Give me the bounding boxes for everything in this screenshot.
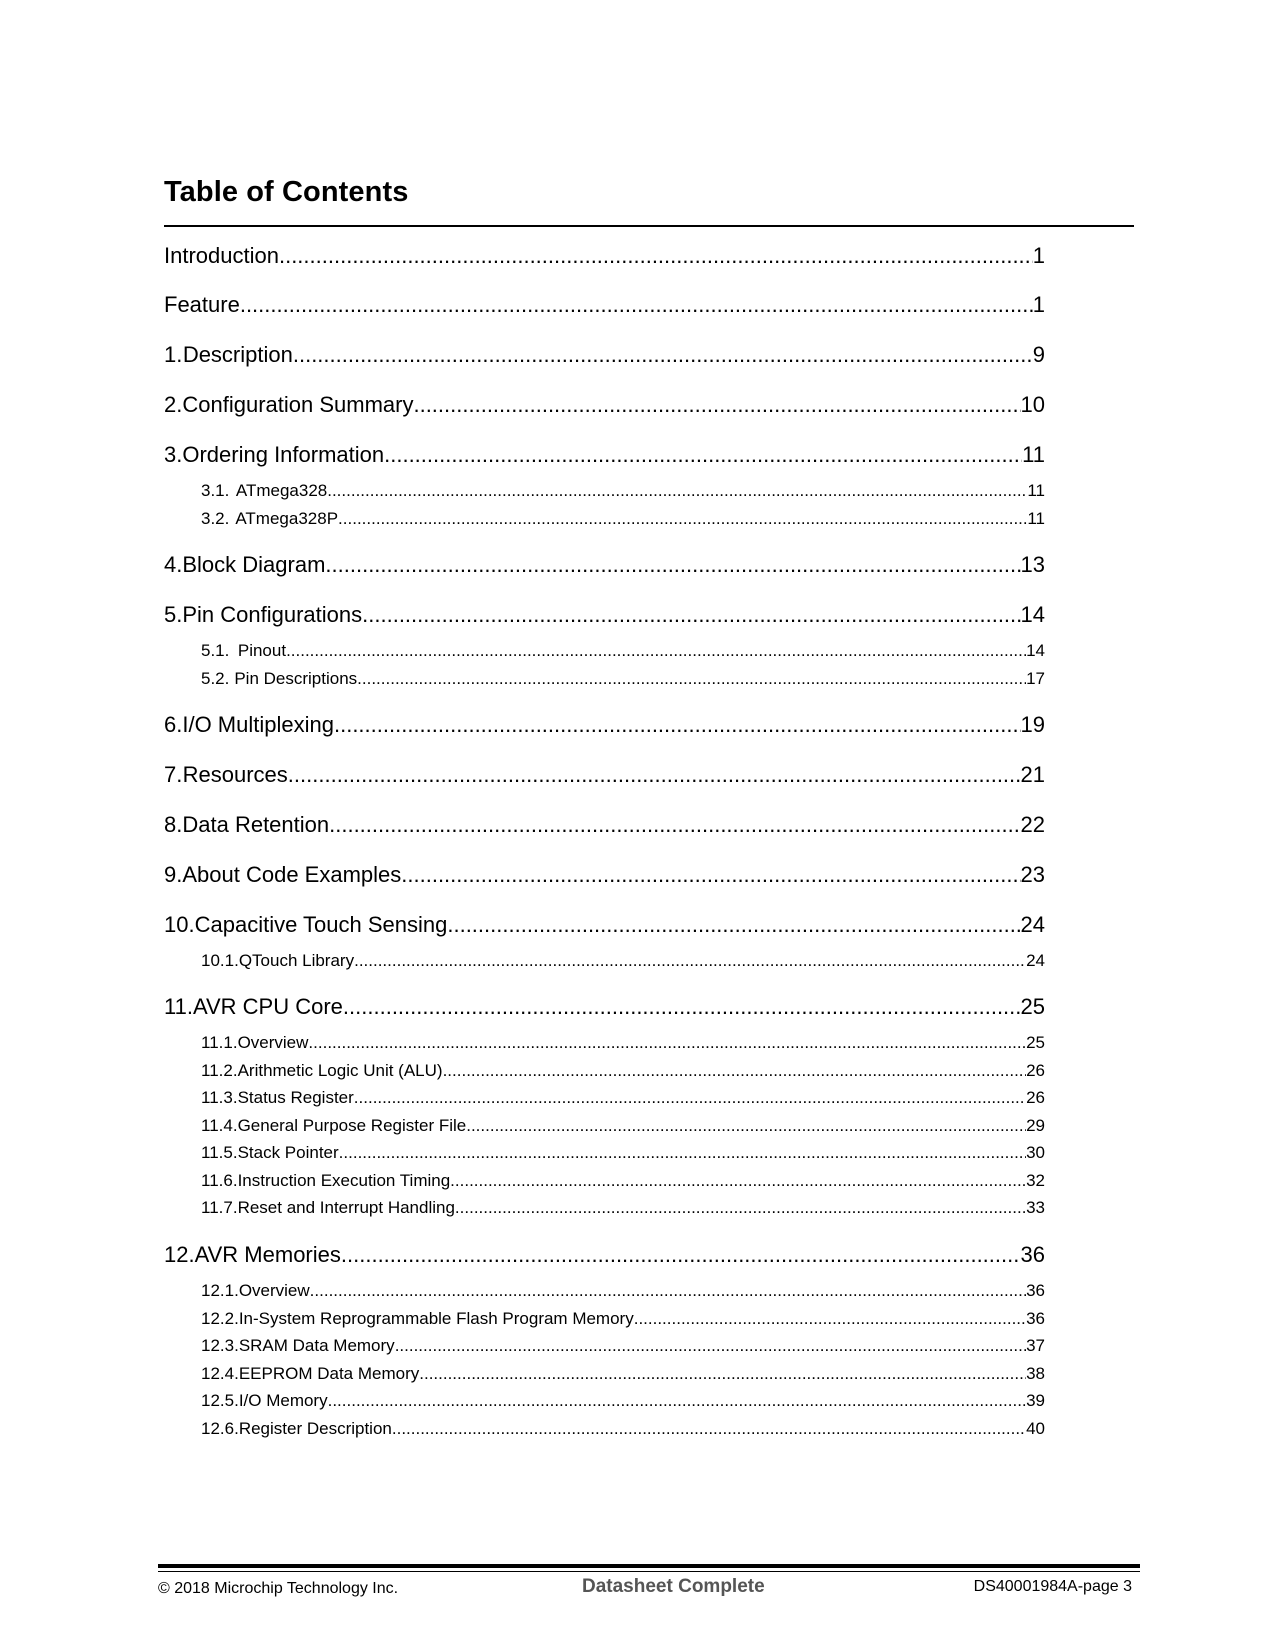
- toc-entry-page: 25: [1026, 1033, 1045, 1052]
- toc-entry-page: 36: [1020, 1242, 1045, 1267]
- toc-subentry[interactable]: [201, 1143, 1045, 1163]
- toc-entry-number: 12.3.: [201, 1336, 239, 1355]
- toc-subentry[interactable]: [201, 1281, 1045, 1301]
- footer-divider-thick: [158, 1564, 1140, 1568]
- toc-leader-dots: [240, 292, 1033, 318]
- toc-entry-number: 5.1.: [201, 641, 230, 660]
- toc-entry-label: AVR CPU Core: [192, 994, 343, 1019]
- toc-entry-number: 3.2.: [201, 509, 230, 528]
- toc-entry-number: 10.1.: [201, 951, 239, 970]
- toc-entry-number: 3.1.: [201, 481, 230, 500]
- toc-entry-page: 24: [1026, 951, 1045, 970]
- toc-entry-number: 12.2.: [201, 1309, 239, 1328]
- toc-subentry[interactable]: [201, 1088, 1045, 1108]
- toc-subentry[interactable]: [201, 1419, 1045, 1439]
- toc-entry-page: 39: [1026, 1391, 1045, 1410]
- toc-leader-dots: [308, 1033, 1026, 1053]
- toc-entry-number: 3.: [164, 442, 183, 467]
- toc-entry[interactable]: [164, 342, 1045, 368]
- toc-subentry[interactable]: [201, 669, 1045, 689]
- toc-entry[interactable]: [164, 812, 1045, 838]
- toc-entry-number: 11.2.: [201, 1061, 238, 1080]
- toc-leader-dots: [419, 1364, 1026, 1384]
- toc-entry-number: 12.1.: [201, 1281, 239, 1300]
- toc-leader-dots: [401, 862, 1020, 888]
- toc-entry-page: 23: [1020, 862, 1045, 887]
- toc-subentry[interactable]: [201, 1033, 1045, 1053]
- toc-entry-number: 11.7.: [201, 1198, 238, 1217]
- toc-entry-label: Pinout: [237, 641, 287, 660]
- toc-leader-dots: [279, 243, 1033, 269]
- toc-leader-dots: [392, 1419, 1026, 1439]
- toc-entry-page: 10: [1020, 392, 1045, 417]
- toc-entry-page: 19: [1020, 712, 1045, 737]
- toc-entry-page: 26: [1026, 1061, 1045, 1080]
- toc-entry-number: 11.6.: [201, 1171, 238, 1190]
- toc-entry-page: 37: [1026, 1336, 1045, 1355]
- toc-entry-number: 12.5.: [201, 1391, 239, 1410]
- toc-entry-label: Pin Configurations: [182, 602, 363, 627]
- toc-entry-label: I/O Multiplexing: [182, 712, 334, 737]
- toc-entry-page: 1: [1032, 292, 1045, 317]
- toc-entry[interactable]: [164, 994, 1045, 1020]
- toc-entry-page: 11: [1027, 481, 1045, 500]
- toc-entry-number: 11.5.: [201, 1143, 238, 1162]
- toc-entry-page: 25: [1020, 994, 1045, 1019]
- toc-entry[interactable]: [164, 762, 1045, 788]
- toc-subentry[interactable]: [201, 1336, 1045, 1356]
- toc-entry-number: 7.: [164, 762, 183, 787]
- toc-entry[interactable]: [164, 243, 1045, 269]
- toc-entry-page: 24: [1020, 912, 1045, 937]
- toc-leader-dots: [338, 509, 1027, 529]
- toc-entry-page: 22: [1020, 812, 1045, 837]
- toc-subentry[interactable]: [201, 1198, 1045, 1218]
- toc-leader-dots: [466, 1116, 1026, 1136]
- toc-entry-number: 11.1.: [201, 1033, 238, 1052]
- toc-entry-number: 12.: [164, 1242, 195, 1267]
- toc-entry[interactable]: [164, 1242, 1045, 1268]
- toc-leader-dots: [447, 912, 1020, 938]
- toc-entry-page: 9: [1032, 342, 1045, 367]
- toc-entry-number: 12.6.: [201, 1419, 239, 1438]
- toc-leader-dots: [413, 392, 1020, 418]
- toc-entry-label: Register Description: [238, 1419, 392, 1438]
- toc-entry-number: 4.: [164, 552, 183, 577]
- toc-entry-page: 29: [1026, 1116, 1045, 1135]
- toc-leader-dots: [328, 1391, 1026, 1411]
- toc-entry-number: 8.: [164, 812, 183, 837]
- toc-entry-page: 36: [1026, 1309, 1045, 1328]
- toc-entry-number: 2.: [164, 392, 183, 417]
- toc-entry-page: 40: [1026, 1419, 1045, 1438]
- toc-entry-number: 9.: [164, 862, 183, 887]
- toc-entry-label: Feature: [164, 292, 240, 317]
- toc-entry[interactable]: [164, 392, 1045, 418]
- toc-entry-number: 1.: [164, 342, 183, 367]
- toc-entry-label: Instruction Execution Timing: [237, 1171, 451, 1190]
- toc-leader-dots: [384, 442, 1022, 468]
- toc-leader-dots: [354, 951, 1026, 971]
- toc-entry-label: Arithmetic Logic Unit (ALU): [237, 1061, 443, 1080]
- toc-entry[interactable]: [164, 442, 1045, 468]
- toc-entry-page: 38: [1026, 1364, 1045, 1383]
- toc-entry-label: Resources: [182, 762, 288, 787]
- toc-entry-label: Overview: [237, 1033, 309, 1052]
- toc-leader-dots: [362, 602, 1020, 628]
- toc-leader-dots: [354, 1088, 1026, 1108]
- toc-entry[interactable]: [164, 552, 1045, 578]
- toc-entry-label: AVR Memories: [194, 1242, 341, 1267]
- toc-leader-dots: [339, 1143, 1026, 1163]
- toc-entry[interactable]: [164, 292, 1045, 318]
- toc-subentry[interactable]: [201, 951, 1045, 971]
- toc-subentry[interactable]: [201, 1171, 1045, 1191]
- toc-leader-dots: [286, 641, 1026, 661]
- toc-leader-dots: [327, 481, 1027, 501]
- footer-document-status: Datasheet Complete: [582, 1576, 765, 1597]
- toc-entry[interactable]: [164, 602, 1045, 628]
- toc-leader-dots: [357, 669, 1026, 689]
- toc-entry-page: 36: [1026, 1281, 1045, 1300]
- toc-entry-number: 5.2.: [201, 669, 230, 688]
- toc-leader-dots: [325, 552, 1020, 578]
- toc-entry-number: 11.3.: [201, 1088, 238, 1107]
- toc-leader-dots: [343, 994, 1021, 1020]
- toc-entry-page: 11: [1027, 509, 1045, 528]
- toc-subentry[interactable]: [201, 1364, 1045, 1384]
- toc-subentry[interactable]: [201, 1391, 1045, 1411]
- toc-leader-dots: [455, 1198, 1026, 1218]
- toc-entry-page: 32: [1026, 1171, 1045, 1190]
- toc-entry-number: 5.: [164, 602, 183, 627]
- footer-page-id: DS40001984A-page 3: [973, 1578, 1132, 1595]
- toc-entry-label: Stack Pointer: [237, 1143, 339, 1162]
- toc-leader-dots: [288, 762, 1021, 788]
- toc-entry-label: QTouch Library: [238, 951, 355, 970]
- toc-entry-label: Ordering Information: [182, 442, 385, 467]
- page-title: Table of Contents: [164, 176, 409, 208]
- toc-entry-label: I/O Memory: [238, 1391, 328, 1410]
- toc-entry[interactable]: [164, 712, 1045, 738]
- toc-entry-page: 11: [1022, 442, 1045, 467]
- toc-entry-page: 13: [1020, 552, 1045, 577]
- footer-divider-thin: [158, 1571, 1140, 1572]
- toc-entry-number: 11.4.: [201, 1116, 238, 1135]
- toc-subentry[interactable]: [201, 641, 1045, 661]
- toc-entry-label: Status Register: [237, 1088, 354, 1107]
- toc-entry-page: 21: [1020, 762, 1045, 787]
- toc-leader-dots: [341, 1242, 1021, 1268]
- toc-entry-label: Configuration Summary: [182, 392, 414, 417]
- toc-entry-page: 14: [1020, 602, 1045, 627]
- toc-entry-label: Capacitive Touch Sensing: [194, 912, 448, 937]
- toc-entry-label: Reset and Interrupt Handling: [237, 1198, 455, 1217]
- toc-leader-dots: [443, 1061, 1027, 1081]
- toc-leader-dots: [329, 812, 1020, 838]
- toc-entry-page: 14: [1026, 641, 1045, 660]
- toc-subentry[interactable]: [201, 1116, 1045, 1136]
- toc-leader-dots: [310, 1281, 1026, 1301]
- footer-copyright: © 2018 Microchip Technology Inc.: [158, 1580, 399, 1597]
- toc-entry-label: Data Retention: [182, 812, 330, 837]
- toc-entry-label: SRAM Data Memory: [238, 1336, 395, 1355]
- toc-leader-dots: [395, 1336, 1026, 1356]
- toc-leader-dots: [334, 712, 1021, 738]
- toc-entry-label: Pin Descriptions: [234, 669, 358, 688]
- toc-entry-page: 30: [1026, 1143, 1045, 1162]
- toc-entry-page: 1: [1032, 243, 1045, 268]
- toc-entry-label: EEPROM Data Memory: [238, 1364, 420, 1383]
- toc-entry[interactable]: [164, 912, 1045, 938]
- toc-entry-label: About Code Examples: [182, 862, 402, 887]
- toc-entry-page: 33: [1026, 1198, 1045, 1217]
- toc-subentry[interactable]: [201, 1061, 1045, 1081]
- toc-subentry[interactable]: [201, 1309, 1045, 1329]
- toc-entry-label: Block Diagram: [182, 552, 326, 577]
- title-divider: [164, 225, 1134, 227]
- toc-leader-dots: [634, 1309, 1026, 1329]
- toc-entry-number: 12.4.: [201, 1364, 239, 1383]
- toc-entry-page: 17: [1026, 669, 1045, 688]
- toc-entry[interactable]: [164, 862, 1045, 888]
- toc-entry-label: ATmega328P: [235, 509, 339, 528]
- toc-subentry[interactable]: [201, 481, 1045, 501]
- toc-entry-label: Introduction: [164, 243, 279, 268]
- toc-leader-dots: [450, 1171, 1026, 1191]
- toc-entry-label: General Purpose Register File: [237, 1116, 467, 1135]
- toc-entry-label: Overview: [238, 1281, 310, 1300]
- toc-entry-number: 11.: [164, 994, 193, 1019]
- toc-entry-number: 10.: [164, 912, 195, 937]
- toc-entry-number: 6.: [164, 712, 183, 737]
- toc-entry-label: ATmega328: [235, 481, 328, 500]
- toc-entry-page: 26: [1026, 1088, 1045, 1107]
- toc-entry-label: Description: [182, 342, 293, 367]
- toc-subentry[interactable]: [201, 509, 1045, 529]
- toc-leader-dots: [293, 342, 1033, 368]
- toc-entry-label: In-System Reprogrammable Flash Program Memory: [238, 1309, 634, 1328]
